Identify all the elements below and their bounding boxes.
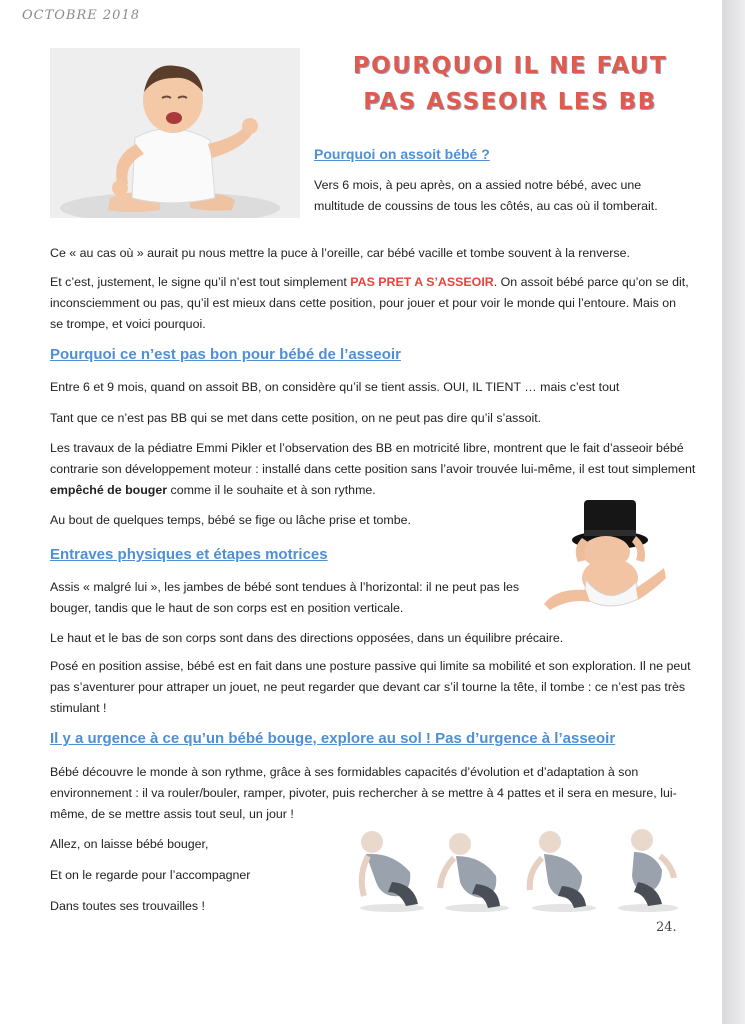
section-heading-physical-constraints: Entraves physiques et étapes motrices <box>50 546 328 563</box>
crawling-babies-illustration <box>352 826 682 914</box>
section-heading-why-seat: Pourquoi on assoit bébé ? <box>314 146 490 162</box>
text-segment: comme il le souhaite et à son rythme. <box>167 483 376 497</box>
paragraph-legs-horizontal: Assis « malgré lui », les jambes de bébé sont tendues à l’horizontal: il ne peut pas les bouger, tandis que le haut de son corps est en position verticale. <box>50 580 520 615</box>
crying-baby-photo <box>50 48 300 218</box>
section-heading-why-not-good: Pourquoi ce n’est pas bon pour bébé de l’asseoir <box>50 346 401 363</box>
highlight-not-ready: PAS PRET A S’ASSEOIR <box>350 275 494 289</box>
section-heading-urgency: Il y a urgence à ce qu’un bébé bouge, explore au sol ! Pas d’urgence à l’asseoir <box>50 730 616 747</box>
text-segment: Les travaux de la pédiatre Emmi Pikler et l’observation des BB en motricité libre, montrent que le fait d’asseoir bébé contrarie son développement moteur : installé dans cette position sans l’avoir trouvée lui-même, il est tout simplement <box>50 441 696 476</box>
paragraph-not-self-sitting: Tant que ce n’est pas BB qui se met dans cette position, on ne peut pas dire qu’il s’assoit. <box>50 411 542 425</box>
paragraph-freezes: Au bout de quelques temps, bébé se fige ou lâche prise et tombe. <box>50 513 411 527</box>
paragraph-discovers-world: Bébé découvre le monde à son rythme, grâce à ses formidables capacités d’évolution et d’adaptation à son environnement : il va rouler/bouler, ramper, pivoter, puis rechercher à se mettre à 4 pattes et il sera en mesure, lui-même, de se mettre assis tout seul, un jour ! <box>50 765 677 821</box>
bold-prevented-moving: empêché de bouger <box>50 483 168 497</box>
text-segment: . On assoit bébé parce qu’on se dit, inconsciemment ou pas, qu’il est mieux dans cette position, pour jouer et pour voir le monde qui l’entoure. Mais on se trompe, et voici pourquoi. <box>50 275 689 331</box>
page-number: 24. <box>656 920 677 935</box>
paragraph-not-ready <box>50 272 690 335</box>
scanner-edge <box>722 0 745 1024</box>
closing-line-3: Dans toutes ses trouvailles ! <box>50 899 205 913</box>
paragraph-6-9-months: Entre 6 et 9 mois, quand on assoit BB, on considère qu’il se tient assis. OUI, IL TIENT … mais c’est tout <box>50 380 620 394</box>
paragraph-passive-posture: Posé en position assise, bébé est en fait dans une posture passive qui limite sa mobilité et son exploration. Il ne peut pas s’aventurer pour attraper un jouet, ne peut regarder que devant car s’il tourne la tête, il tombe : ce n’est pas très stimulant ! <box>50 659 691 715</box>
closing-line-2: Et on le regarde pour l’accompagner <box>50 868 251 882</box>
baby-top-hat-photo <box>536 490 666 615</box>
handwritten-date: OCTOBRE 2018 <box>22 8 140 23</box>
title-line-1: POURQUOI IL NE FAUT <box>352 53 668 79</box>
baby-top-hat-illustration <box>536 490 666 615</box>
crying-baby-illustration <box>50 48 300 218</box>
text-segment: Et c’est, justement, le signe qu’il n’est tout simplement <box>50 275 351 289</box>
closing-line-1: Allez, on laisse bébé bouger, <box>50 837 209 851</box>
page-title <box>310 48 710 120</box>
crawling-babies-photo <box>352 826 682 914</box>
paragraph-au-cas-ou: Ce « au cas où » aurait pu nous mettre la puce à l’oreille, car bébé vacille et tombe souvent à la renverse. <box>50 246 630 260</box>
title-line-2: PAS ASSEOIR LES BB <box>363 89 657 115</box>
paragraph-opposite-directions: Le haut et le bas de son corps sont dans des directions opposées, dans un équilibre précaire. <box>50 631 564 645</box>
section-intro-paragraph: Vers 6 mois, à peu après, on a assied notre bébé, avec une multitude de coussins de tous les côtés, au cas où il tomberait. <box>314 178 658 213</box>
